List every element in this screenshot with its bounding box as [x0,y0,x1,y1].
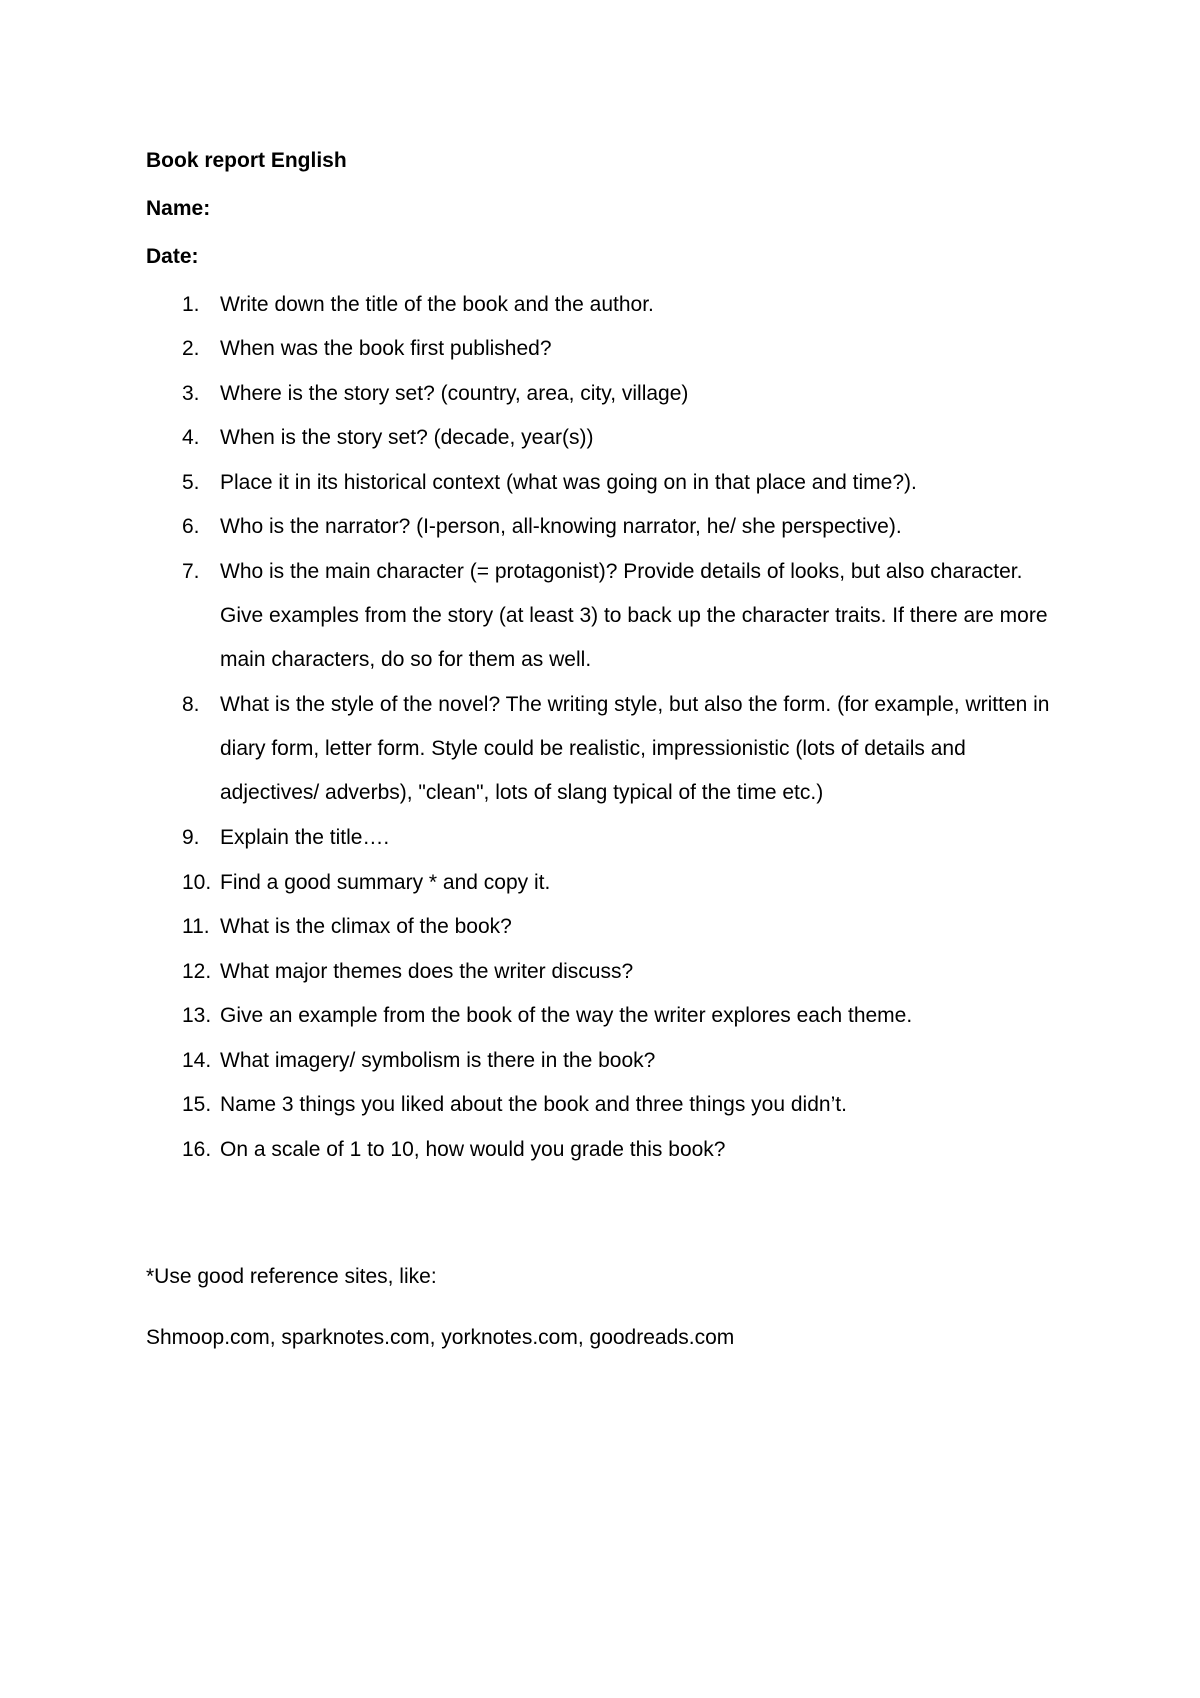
question-text: When is the story set? (decade, year(s)) [220,426,594,449]
reference-sites: Shmoop.com, sparknotes.com, yorknotes.com, goodreads.com [146,1326,735,1349]
question-item [182,505,1062,549]
question-number: 11. [182,915,210,938]
question-item [182,950,1062,994]
question-text: What imagery/ symbolism is there in the book? [220,1049,656,1072]
name-label: Name: [146,197,211,220]
question-text: What is the style of the novel? The writing style, but also the form. (for example, written in diary form, letter form. Style could be realistic, impressionistic (lots of details and adjectives/ adverbs), "clean", lots of slang typical of the time etc.) [220,693,1050,804]
question-number: 5. [182,471,200,494]
question-number: 6. [182,515,200,538]
question-item [182,816,1062,860]
question-item [182,416,1062,460]
question-item [182,994,1062,1038]
question-item [182,861,1062,905]
question-text: Who is the main character (= protagonist)? Provide details of looks, but also character. Give examples from the story (at least 3) to back up the character traits. If there are more main characters, do so for them as well. [220,560,1048,671]
question-number: 13. [182,1004,212,1027]
reference-note: *Use good reference sites, like: [146,1265,437,1288]
question-text: When was the book first published? [220,337,552,360]
question-text: On a scale of 1 to 10, how would you grade this book? [220,1138,726,1161]
question-item [182,550,1062,682]
question-number: 2. [182,337,200,360]
question-item [182,372,1062,416]
question-number: 16. [182,1138,212,1161]
question-text: Write down the title of the book and the author. [220,293,654,316]
question-text: Place it in its historical context (what was going on in that place and time?). [220,471,917,494]
question-number: 8. [182,693,200,716]
date-label: Date: [146,245,199,268]
question-number: 15. [182,1093,212,1116]
question-number: 12. [182,960,212,983]
question-number: 14. [182,1049,212,1072]
question-text: Who is the narrator? (I-person, all-knowing narrator, he/ she perspective). [220,515,902,538]
question-text: Find a good summary * and copy it. [220,871,551,894]
question-item [182,283,1062,327]
question-number: 4. [182,426,200,449]
question-text: Where is the story set? (country, area, city, village) [220,382,689,405]
question-number: 3. [182,382,200,405]
question-text: What is the climax of the book? [220,915,512,938]
question-number: 10. [182,871,212,894]
question-item [182,327,1062,371]
document-title: Book report English [146,149,347,172]
question-item [182,1128,1062,1172]
question-text: Explain the title…. [220,826,390,849]
question-text: Name 3 things you liked about the book and three things you didn’t. [220,1093,847,1116]
question-text: Give an example from the book of the way the writer explores each theme. [220,1004,913,1027]
question-item [182,683,1062,815]
question-item [182,1083,1062,1127]
question-text: What major themes does the writer discuss? [220,960,634,983]
question-number: 1. [182,293,200,316]
question-number: 7. [182,560,200,583]
question-item [182,1039,1062,1083]
question-number: 9. [182,826,200,849]
question-item [182,461,1062,505]
question-item [182,905,1062,949]
